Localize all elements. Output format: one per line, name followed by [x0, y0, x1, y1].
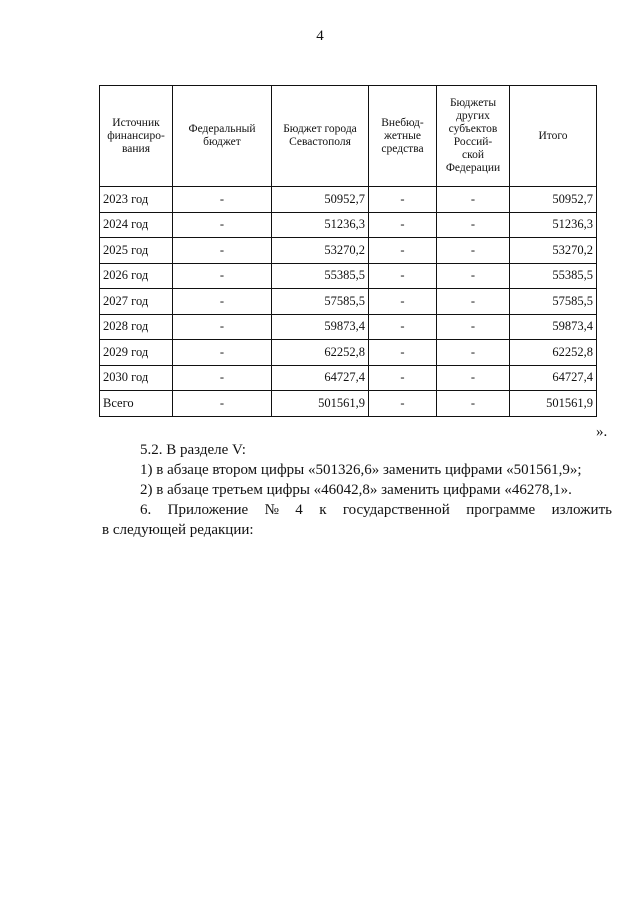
header-line: Севастополя [289, 136, 351, 148]
row-label: 2024 год [100, 212, 173, 238]
table-cell: - [369, 340, 437, 366]
header-line: жетные [384, 129, 421, 142]
table-cell: 50952,7 [272, 187, 369, 213]
item-6-word: государственной [342, 502, 450, 518]
header-total [510, 86, 597, 187]
table-cell: - [173, 187, 272, 213]
funding-table [99, 85, 597, 417]
header-source [100, 86, 173, 187]
amendment-item-1: 1) в абзаце втором цифры «501326,6» заменить цифрами «501561,9»; [140, 462, 582, 478]
table-row [100, 212, 597, 238]
table-cell: - [173, 263, 272, 289]
amendment-item-6 [140, 502, 612, 519]
table-cell: 59873,4 [510, 314, 597, 340]
table-cell: - [437, 212, 510, 238]
table-cell: 62252,8 [510, 340, 597, 366]
table-cell: - [173, 314, 272, 340]
header-line: других [456, 110, 490, 122]
header-line: Федерации [445, 162, 501, 174]
table-cell: 51236,3 [510, 212, 597, 238]
header-line: средства [381, 142, 424, 155]
table-cell: - [369, 289, 437, 315]
table-cell: - [173, 238, 272, 264]
table-cell: 55385,5 [510, 263, 597, 289]
header-other-subjects [437, 86, 510, 187]
header-sevastopol-budget [272, 86, 369, 187]
table-cell: - [437, 238, 510, 264]
table-cell: - [369, 314, 437, 340]
item-6-word: № [264, 502, 279, 518]
row-label: 2029 год [100, 340, 173, 366]
table-cell: - [369, 212, 437, 238]
row-label: Всего [100, 391, 173, 417]
item-6-word: к [319, 502, 327, 518]
table-cell: 64727,4 [272, 365, 369, 391]
table-cell: - [173, 365, 272, 391]
table-cell: - [173, 289, 272, 315]
table-cell: - [173, 212, 272, 238]
table-cell: - [369, 365, 437, 391]
item-6-word: программе [466, 502, 536, 518]
table-cell: 50952,7 [510, 187, 597, 213]
table-cell: - [173, 340, 272, 366]
header-federal-budget [173, 86, 272, 187]
table-row [100, 289, 597, 315]
table-cell: - [369, 238, 437, 264]
row-label: 2026 год [100, 263, 173, 289]
amendment-item-6-continuation: в следующей редакции: [102, 522, 254, 538]
table-body [100, 187, 597, 417]
header-extrabudgetary [369, 86, 437, 187]
table-row [100, 365, 597, 391]
table-cell: - [437, 289, 510, 315]
table-row [100, 187, 597, 213]
table-cell: - [369, 391, 437, 417]
row-label: 2023 год [100, 187, 173, 213]
header-line: Внебюд- [381, 116, 424, 129]
table-cell: 57585,5 [272, 289, 369, 315]
table-cell: - [437, 187, 510, 213]
table-cell: 53270,2 [272, 238, 369, 264]
table-row [100, 238, 597, 264]
header-line: ской [461, 149, 484, 161]
header-line: Бюджет города [283, 123, 357, 135]
item-6-word: 6. [140, 502, 152, 518]
table-cell: 64727,4 [510, 365, 597, 391]
row-label: 2027 год [100, 289, 173, 315]
item-6-word: 4 [295, 502, 303, 518]
table-row [100, 391, 597, 417]
header-line: Бюджеты [449, 97, 497, 109]
header-line: Россий- [453, 136, 493, 148]
table-cell: 501561,9 [510, 391, 597, 417]
table-cell: - [173, 391, 272, 417]
section-heading: 5.2. В разделе V: [140, 442, 246, 458]
table-header-row [100, 86, 597, 187]
table-cell: - [437, 340, 510, 366]
item-6-word: Приложение [167, 502, 249, 518]
table-cell: - [369, 263, 437, 289]
header-line: финансиро- [107, 129, 165, 142]
header-line: Итого [538, 129, 568, 142]
table-cell: 62252,8 [272, 340, 369, 366]
table-cell: 57585,5 [510, 289, 597, 315]
item-6-word: изложить [551, 502, 612, 518]
amendment-item-2: 2) в абзаце третьем цифры «46042,8» заменить цифрами «46278,1». [140, 482, 572, 498]
table-row [100, 340, 597, 366]
closing-quote: ». [596, 424, 608, 440]
row-label: 2030 год [100, 365, 173, 391]
table-cell: - [437, 314, 510, 340]
header-line: вания [122, 142, 150, 155]
header-line: субъектов [448, 123, 498, 135]
page-number: 4 [316, 28, 324, 44]
row-label: 2028 год [100, 314, 173, 340]
row-label: 2025 год [100, 238, 173, 264]
table-row [100, 263, 597, 289]
table-cell: - [369, 187, 437, 213]
table-cell: 51236,3 [272, 212, 369, 238]
table-cell: 53270,2 [510, 238, 597, 264]
header-line: Источник [112, 116, 160, 129]
header-line: бюджет [203, 136, 241, 148]
table-cell: 55385,5 [272, 263, 369, 289]
table-cell: 59873,4 [272, 314, 369, 340]
table-row [100, 314, 597, 340]
table-cell: 501561,9 [272, 391, 369, 417]
table-cell: - [437, 391, 510, 417]
table-cell: - [437, 365, 510, 391]
header-line: Федеральный [188, 123, 256, 135]
table-cell: - [437, 263, 510, 289]
